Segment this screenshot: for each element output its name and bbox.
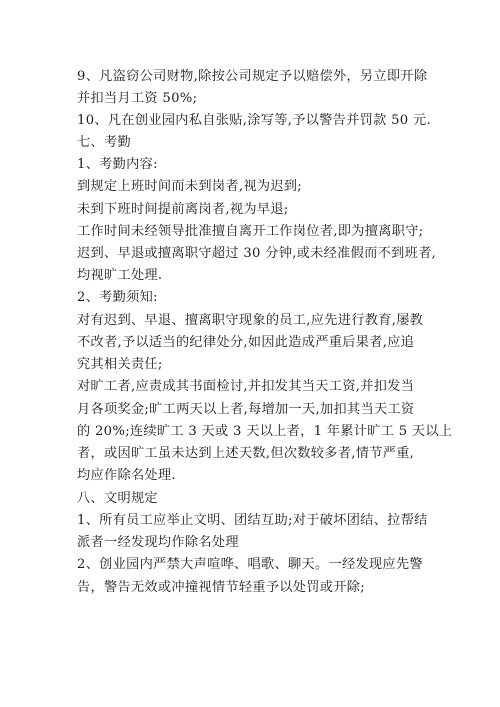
text-line: 未到下班时间提前离岗者,视为早退; bbox=[77, 202, 289, 217]
text-line: 月各项奖金;旷工两天以上者,每增加一天,加扣其当天工资 bbox=[77, 402, 415, 417]
text-line: 对有迟到、早退、擅离职守现象的员工,应先进行教育,屡教 bbox=[77, 313, 424, 328]
text-line: 1、所有员工应举止文明、团结互助;对于破坏团结、拉帮结 bbox=[77, 513, 428, 528]
subsection-heading: 2、考勤须知: bbox=[77, 290, 158, 305]
text-line: 不改者,予以适当的纪律处分,如因此造成严重后果者,应追 bbox=[77, 335, 415, 350]
section-heading: 七、考勤 bbox=[77, 135, 131, 150]
text-line: 迟到、早退或擅离职守超过 30 分钟,或未经准假而不到班者, bbox=[77, 246, 437, 261]
text-line: 10、凡在创业园内私自张贴,涂写等,予以警告并罚款 50 元. bbox=[77, 113, 431, 128]
text-line: 对旷工者,应责成其书面检讨,并扣发其当天工资,并扣发当 bbox=[77, 379, 415, 394]
text-line: 的 20%;连续旷工 3 天或 3 天以上者，1 年累计旷工 5 天以上 bbox=[77, 424, 453, 439]
text-line: 2、创业园内严禁大声喧哗、唱歌、聊天。一经发现应先警 bbox=[77, 557, 423, 572]
text-line: 工作时间未经领导批准擅自离开工作岗位者,即为擅离职守; bbox=[77, 224, 424, 239]
text-line: 均视旷工处理. bbox=[77, 268, 163, 283]
text-line: 并扣当月工资 50%; bbox=[77, 91, 198, 106]
subsection-heading: 1、考勤内容: bbox=[77, 157, 158, 172]
text-line: 均应作除名处理. bbox=[77, 468, 176, 483]
text-line: 9、凡盗窃公司财物,除按公司规定予以赔偿外，另立即开除 bbox=[77, 69, 428, 84]
text-line: 究其相关责任; bbox=[77, 357, 163, 372]
text-line: 派者一经发现均作除名处理 bbox=[77, 535, 239, 550]
text-line: 告，警告无效或冲撞视情节轻重予以处罚或开除; bbox=[77, 580, 365, 595]
section-heading: 八、文明规定 bbox=[77, 491, 158, 506]
text-line: 到规定上班时间而未到岗者,视为迟到; bbox=[77, 179, 303, 194]
text-line: 者，或因旷工虽未达到上述天数,但次数较多者,情节严重, bbox=[77, 446, 415, 461]
